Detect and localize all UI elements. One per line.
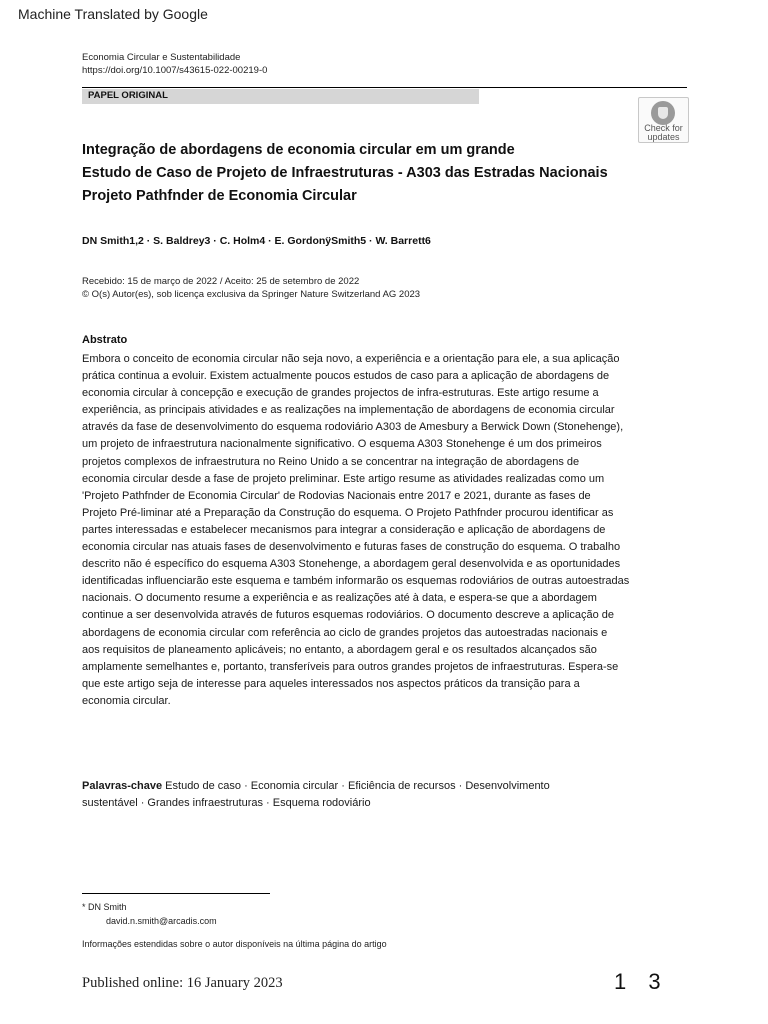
machine-translated-banner: Machine Translated by Google — [18, 6, 208, 22]
abstract-line: 'Projeto Pathfnder de Economia Circular' de Rodovias Nacionais entre 2017 e 2021, durante as fases de — [82, 489, 591, 502]
doi-link[interactable]: https://doi.org/10.1007/s43615-022-00219-0 — [82, 65, 268, 76]
check-for-updates-badge[interactable] — [638, 97, 689, 143]
abstract-line: Embora o conceito de economia circular não seja novo, a experiência e a orientação para ele, a sua aplicação — [82, 353, 620, 365]
abstract-line: projetos complexos de infraestrutura no Reino Unido a se concentrar na integração de abordagens de — [82, 455, 580, 468]
abstract-line: economia circular à concepção e execução de grandes projectos de infra-estruturas. Este artigo resume a — [82, 387, 599, 400]
abstract-line: através da fase de desenvolvimento do esquema rodoviário A303 de Amesbury a Berwick Down (Stonehenge), — [82, 421, 624, 434]
abstract-heading: Abstrato — [82, 334, 128, 346]
footnote-rule — [82, 893, 270, 894]
abstract-line: abordagens de economia circular com referência ao ciclo de grandes projetos das autoestradas nacionais e — [82, 626, 608, 639]
abstract-line: nacionais. O documento resume a experiência e as realizações até à data, e espera-se que a abordagem — [82, 592, 597, 605]
published-online: Published online: 16 January 2023 — [82, 975, 283, 991]
copyright-line: © O(s) Autor(es), sob licença exclusiva da Springer Nature Switzerland AG 2023 — [82, 289, 421, 300]
journal-header — [82, 51, 267, 77]
keywords-text: Estudo de caso · Economia circular · Eficiência de recursos · Desenvolvimento — [162, 780, 550, 792]
title-line: Estudo de Caso de Projeto de Infraestruturas - A303 das Estradas Nacionais — [82, 165, 608, 181]
abstract-line: identificadas influenciarão este esquema e também informarão os esquemas rodoviários de outras autoestradas — [82, 575, 630, 588]
springer-page-mark: 1 3 — [614, 969, 669, 994]
keywords-label: Palavras-chave — [82, 780, 163, 792]
abstract-line: descrito não é específico do esquema A303 Stonehenge, a abordagem geral desenvolvida e as oportunidades — [82, 558, 621, 571]
corresponding-author — [82, 900, 217, 928]
author-email-link[interactable]: david.n.smith@arcadis.com — [106, 916, 217, 926]
check-for-updates-icon — [651, 101, 675, 125]
keywords — [82, 778, 642, 812]
abstract-body — [82, 351, 698, 710]
abstract-line: partes interessadas e estabelecer mecanismos para integrar a consideração e aplicação de abordagens de — [82, 523, 606, 536]
check-for-updates-text: Check for updates — [644, 123, 683, 142]
title-line: Projeto Pathfnder de Economia Circular — [82, 188, 357, 204]
keywords-line: sustentável · Grandes infraestruturas · Esquema rodoviário — [82, 797, 371, 809]
header-rule — [82, 87, 687, 88]
title-line: Integração de abordagens de economia circular em um grande — [82, 142, 515, 158]
abstract-line: prática continua a evoluir. Existem actualmente poucos estudos de caso para a aplicação de abordagens de — [82, 370, 610, 383]
abstract-line: economia circular nas atuais fases de desenvolvimento e futuras fases de construção do esquema. O trabalho — [82, 541, 621, 554]
keywords-line — [82, 778, 642, 795]
received-accepted: Recebido: 15 de março de 2022 / Aceito: 25 de setembro de 2022 — [82, 276, 360, 287]
abstract-line: continue a ser desenvolvida através de futuros esquemas rodoviários. O documento descreve a aplicação de — [82, 609, 614, 622]
extended-author-info: Informações estendidas sobre o autor disponíveis na última página do artigo — [82, 939, 387, 949]
corresponding-author-name: * DN Smith — [82, 902, 127, 912]
abstract-line: economia circular. — [82, 694, 171, 707]
journal-name: Economia Circular e Sustentabilidade — [82, 52, 241, 63]
abstract-line: experiência, as principais atividades e as realizações na implementação de abordagens de economia circular — [82, 404, 615, 417]
article-title — [82, 139, 702, 208]
abstract-line: um projeto de infraestrutura nacionalmente significativo. O esquema A303 Stonehenge é um dos primeiros — [82, 438, 602, 451]
publication-dates — [82, 275, 420, 301]
author-list: DN Smith1,2 · S. Baldrey3 · C. Holm4 · E. GordonÿSmith5 · W. Barrett6 — [82, 235, 431, 247]
abstract-line: Projeto Pré-liminar até a Preparação da Construção do esquema. O Projeto Pathfnder procurou identificar as — [82, 506, 614, 519]
article-type-label: PAPEL ORIGINAL — [88, 90, 168, 101]
abstract-line: que este artigo seja de interesse para aqueles interessados nos aspectos práticos da transição para a — [82, 677, 580, 690]
abstract-line: economia circular desde a fase de projeto preliminar. Este artigo resume as atividades realizadas como um — [82, 472, 605, 485]
abstract-line: aos requisitos de planeamento aplicáveis; no entanto, a abordagem geral e os resultados alcançados são — [82, 643, 597, 656]
abstract-line: amplamente semelhantes e, portanto, transferíveis para outros grandes projetos de infraestruturas. Espera-se — [82, 660, 619, 673]
